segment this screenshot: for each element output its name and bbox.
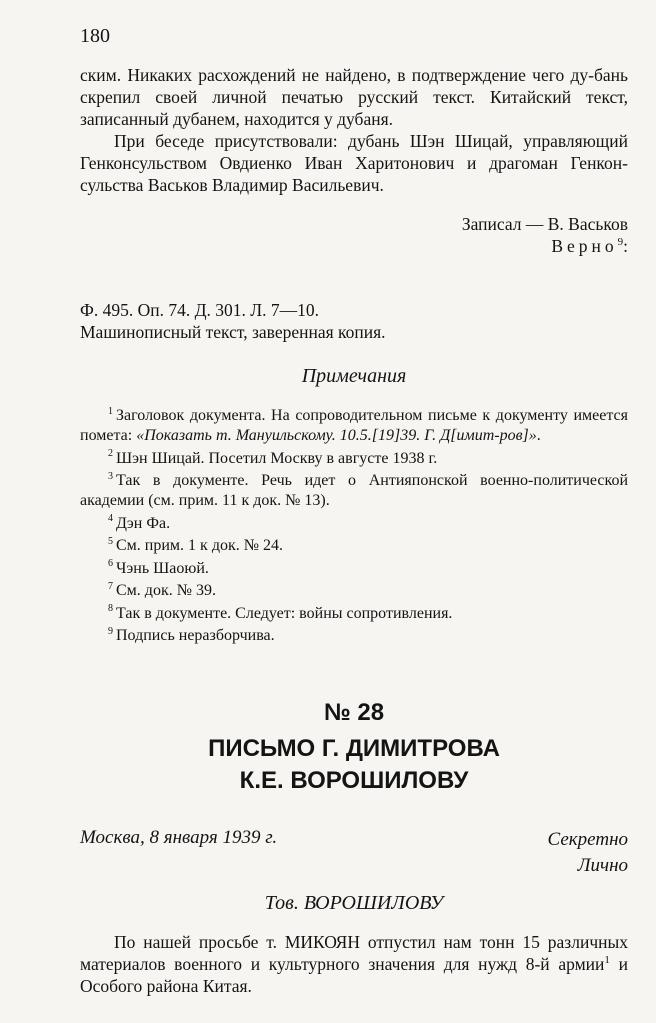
note-item bbox=[80, 536, 628, 556]
archive-type-line: Машинописный текст, заверенная копия. bbox=[80, 322, 386, 342]
letter-paragraph bbox=[80, 931, 628, 997]
document-number: № 28 bbox=[323, 699, 385, 726]
note-item bbox=[80, 406, 628, 446]
verified-line bbox=[462, 235, 628, 257]
letter-text-start: По нашей просьбе т. МИКОЯН отпустил нам тонн 15 различных материалов военного и культурного значения для нужд 8-й армии bbox=[80, 932, 628, 974]
note-item bbox=[80, 626, 628, 646]
note-number: 7 bbox=[108, 580, 113, 592]
footnote-ref: 1 bbox=[604, 954, 610, 967]
letter-text-end: и Особого района Китая. bbox=[80, 954, 628, 996]
note-text: См. прим. 1 к док. № 24. bbox=[116, 537, 283, 554]
note-number: 6 bbox=[108, 558, 113, 570]
document-title-line-2: К.Е. ВОРОШИЛОВУ bbox=[239, 767, 469, 794]
note-number: 5 bbox=[108, 535, 113, 547]
classification-secret: Секретно bbox=[547, 829, 628, 850]
document-page bbox=[80, 24, 628, 1004]
note-number: 3 bbox=[108, 470, 113, 482]
signature-block bbox=[462, 213, 628, 257]
recorded-by: Записал — В. Васьков bbox=[461, 214, 628, 234]
note-text: Подпись неразборчива. bbox=[116, 627, 275, 644]
note-tail: . bbox=[536, 427, 541, 444]
letter-body bbox=[80, 931, 628, 997]
note-item bbox=[80, 514, 628, 534]
continuation-text bbox=[80, 64, 628, 196]
document-title bbox=[80, 733, 628, 797]
place-and-date: Москва, 8 января 1939 г. bbox=[80, 827, 278, 848]
note-item bbox=[80, 559, 628, 579]
note-number: 4 bbox=[108, 513, 113, 525]
classification-personal: Лично bbox=[577, 855, 628, 876]
note-number: 2 bbox=[108, 448, 113, 460]
note-text: Заголовок документа. На сопроводительном письме к документу имеется помета: bbox=[80, 407, 628, 444]
note-number: 1 bbox=[108, 405, 113, 417]
note-text: Так в документе. Речь идет о Антияпонской военно-политической академии (см. прим. 11 к док. № 13). bbox=[80, 472, 628, 509]
document-title-line-1: ПИСЬМО Г. ДИМИТРОВА bbox=[208, 735, 500, 762]
note-text: Шэн Шицай. Посетил Москву в августе 1938 г. bbox=[116, 449, 438, 467]
page-number: 180 bbox=[80, 25, 110, 47]
archive-ref-line: Ф. 495. Оп. 74. Д. 301. Л. 7—10. bbox=[80, 300, 320, 320]
verified-colon: : bbox=[623, 236, 628, 256]
archive-reference bbox=[80, 299, 386, 343]
addressee: Тов. ВОРОШИЛОВУ bbox=[264, 892, 444, 914]
notes-heading: Примечания bbox=[301, 365, 407, 387]
note-text: Дэн Фа. bbox=[116, 514, 171, 532]
paragraph-attendees: При беседе присутствовали: дубань Шэн Шицай, управляющий Генконсульством Овдиенко Иван Харитонович и драгоман Генкон-сульства Васьков Владимир Васильевич. bbox=[80, 131, 628, 195]
notes-list bbox=[80, 406, 628, 649]
note-text: Так в документе. Следует: войны сопротивления. bbox=[116, 604, 453, 622]
note-italic-text: «Показать т. Мануильскому. 10.5.[19]39. Г. Д[имит-ров]» bbox=[136, 427, 537, 444]
note-number: 9 bbox=[108, 625, 113, 637]
note-text: Чэнь Шаоюй. bbox=[116, 559, 209, 577]
note-item bbox=[80, 471, 628, 511]
paragraph-continuation: ским. Никаких расхождений не найдено, в подтверждение чего ду-бань скрепил своей личной печатью русский текст. Китайский текст, записанный дубанем, находится у дубаня. bbox=[80, 65, 628, 129]
note-text: См. док. № 39. bbox=[116, 582, 216, 599]
footnote-ref: 9 bbox=[617, 236, 624, 249]
note-item bbox=[80, 581, 628, 601]
classification-block bbox=[548, 827, 628, 879]
note-number: 8 bbox=[108, 603, 113, 615]
verified-word: Верно bbox=[551, 236, 618, 256]
note-item bbox=[80, 604, 628, 624]
note-item bbox=[80, 449, 628, 469]
